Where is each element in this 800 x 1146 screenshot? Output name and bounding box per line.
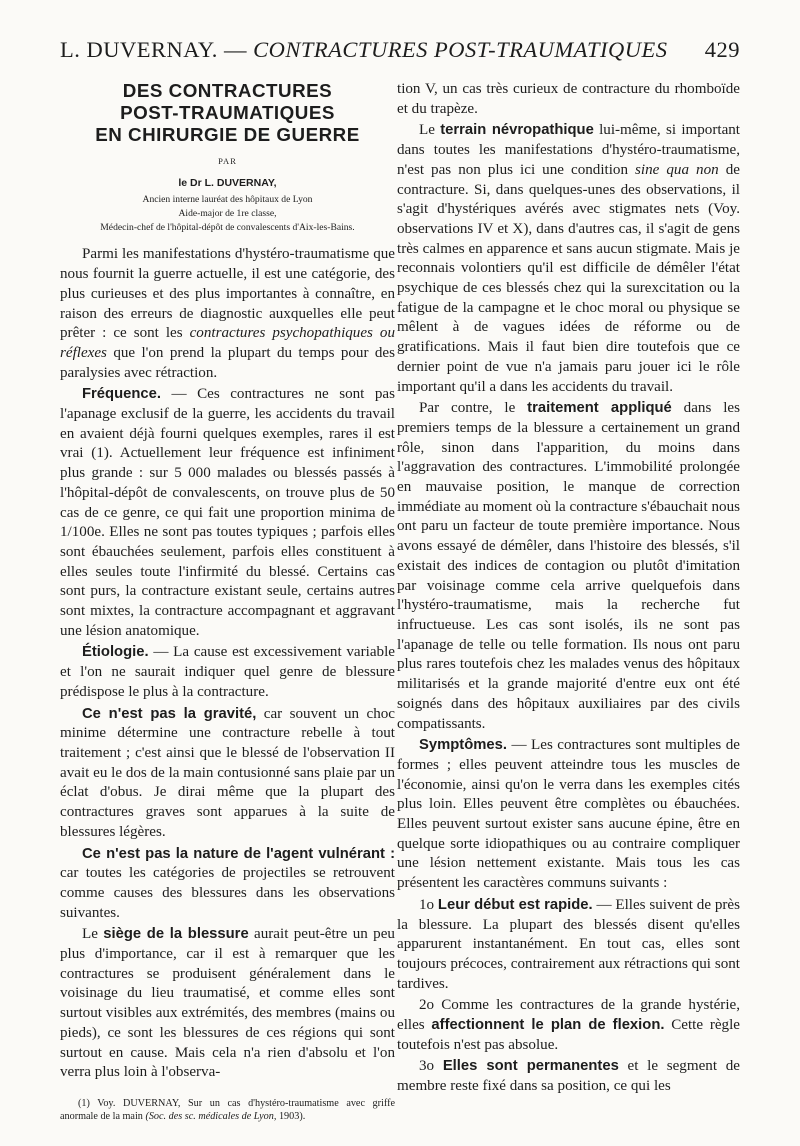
paragraph-frequence: Fréquence. — Ces contractures ne sont pas l'apanage exclusif de la guerre, les accidents du travail en avaient déjà fourni quelques exemples, rares il est vrai (1). Actuellement leur fréquence est infiniment plus grande : sur 5 000 malades ou blessés passés à l'hôpital-dépôt de convalescents, on trouve plus de 50 cas de ce genre, ce qui fait une proportion minima de 1/100e. Elles ne sont pas toutes typiques ; parfois elles sont ébauchées seulement, parfois elles constituent à elles seules toute l'infirmité du blessé. Certains cas sont purs, la contracture existant seule, certains autres sont mixtes, la contracture accompagnant et aggravant une lésion anatomique. (60, 386, 395, 639)
heading-point-2: affectionnent le plan de flexion. (431, 1017, 665, 1034)
paragraph-siege: Le siège de la blessure aurait peut-être un peu plus d'importance, car il est à remarquer que les contractures se produisent généralement dans le voisinage du lieu traumatisé, et comme elles sont surtout visibles aux extrémités, des membres (mains ou pieds), ce sont les blessures de ces régions qui sont surtout en cause. Mais cela n'a rien d'absolu et l'on verra plus loin à l'observa- (60, 926, 395, 1081)
paragraph-agent: Ce n'est pas la nature de l'agent vulnérant : car toutes les catégories de projectiles se retrouvent comme causes des blessures dans les observations suivantes. (60, 845, 395, 921)
credential-1: Ancien interne lauréat des hôpitaux de Lyon (142, 194, 313, 206)
paragraph-continuation: tion V, un cas très curieux de contracture du rhomboïde et du trapèze. (397, 81, 740, 117)
paragraph-point-2: 2o Comme les contractures de la grande hystérie, elles affectionnent le plan de flexion. Cette règle toutefois n'est pas absolue. (397, 997, 740, 1053)
credential-2: Aide-major de 1re classe, (178, 208, 277, 220)
paragraph-gravite: Ce n'est pas la gravité, car souvent un choc minime détermine une contracture rebelle à tout traitement ; c'est ainsi que le blessé de l'observation II avait eu le dos de la main contusionné sans plaie par un éclat d'obus. Je dirai même que la plupart des contractures graves sont apparues à la suite de blessures légères. (60, 705, 395, 840)
heading-frequence: Fréquence. (82, 386, 161, 403)
page-number: 429 (704, 37, 740, 62)
header-author: L. DUVERNAY. (60, 37, 218, 62)
paragraph-terrain: Le terrain névropathique lui-même, si important dans toutes les manifestations d'hystéro-traumatisme, n'est pas non plus ici une condition sine qua non de contracture. Si, dans quelques-unes des observations, il s'agit d'hystériques avérés avec stigmates nets (Voy. observations IV et X), dans d'autres cas, il s'agit de gens très calmes en apparence et sans aucun stigmate. Mais je reconnais volontiers qu'il est difficile de démêler l'état psychique de ces blessés chez qui la surexcitation ou la fatigue de la campagne et le choc moral ou physique se mêlent à de vagues idées de réforme ou de gratifications. Mais il faut bien dire toutefois que ce dernier point de vue n'a jamais paru jouer ici le rôle important qu'il a dans les accidents du travail. (397, 122, 741, 395)
heading-symptomes: Symptômes. (419, 737, 507, 754)
heading-etiologie: Étiologie. (82, 644, 149, 661)
heading-point-3: Elles sont permanentes (442, 1058, 619, 1075)
left-column (60, 80, 395, 1124)
paragraph-etiologie: Étiologie. — La cause est excessivement variable et l'on ne saurait indiquer quel genre de blessure prédispose le plus à la contracture. (60, 644, 395, 700)
paragraph-intro: Parmi les manifestations d'hystéro-traumatisme que nous fournit la guerre actuelle, il est une catégorie, des plus curieuses et des plus importantes à connaître, en raison des erreurs de diagnostic auxquelles elle peut prêter : ce sont les contractures psychopathiques ou réflexes que l'on prend la plupart du temps pour des paralysies avec rétraction. (60, 246, 395, 381)
header-title: CONTRACTURES POST-TRAUMATIQUES (253, 37, 668, 62)
heading-siege: siège de la blessure (103, 926, 249, 943)
heading-traitement: traitement appliqué (527, 400, 672, 417)
heading-terrain: terrain névropathique (440, 122, 594, 139)
heading-point-1: Leur début est rapide. (437, 896, 593, 913)
title-line-2: POST-TRAUMATIQUES (120, 102, 335, 123)
paragraph-point-3: 3o Elles sont permanentes et le segment de membre reste fixé dans sa position, ce qui les (397, 1058, 740, 1095)
credential-3: Médecin-chef de l'hôpital-dépôt de convalescents d'Aix-les-Bains. (100, 222, 355, 234)
by-line: PAR (218, 156, 237, 166)
running-head (60, 37, 740, 63)
heading-agent: Ce n'est pas la nature de l'agent vulnérant : (82, 845, 395, 862)
article-author: le Dr L. DUVERNAY, (178, 176, 277, 189)
footnote: (1) Voy. DUVERNAY, Sur un cas d'hystéro-traumatisme avec griffe anormale de la main (Soc. des sc. médicales de Lyon, 1903). (60, 1097, 395, 1123)
header-dash: — (224, 37, 248, 62)
paragraph-symptomes: Symptômes. — Les contractures sont multiples de formes ; elles peuvent atteindre tous les muscles de l'économie, ainsi qu'on le verra dans les exemples cités plus loin. Elles peuvent être complètes ou ébauchées. Elles peuvent surtout exister sans aucune épine, être en quelque sorte idiopathiques ou au contraire compliquer une lésion nettement existante. Mais tous les cas présentent les caractères communs suivants : (397, 737, 740, 892)
author-credentials (60, 193, 395, 235)
article-title (60, 80, 395, 146)
right-column (397, 80, 740, 1097)
title-line-1: DES CONTRACTURES (122, 80, 333, 101)
paragraph-point-1: 1o Leur début est rapide. — Elles suivent de près la blessure. La plupart des blessés disent qu'elles apparurent instantanément. En tout cas, elles sont toujours précoces, contrairement aux rétractions qui sont tardives. (397, 896, 740, 992)
heading-gravite: Ce n'est pas la gravité, (82, 705, 257, 722)
title-line-3: EN CHIRURGIE DE GUERRE (95, 124, 360, 145)
paragraph-traitement: Par contre, le traitement appliqué dans les premiers temps de la blessure a certainement un grand rôle, sinon dans l'apparition, du moins dans l'aggravation des contractures. L'immobilité prolongée en mauvaise position, le manque de correction immédiate au moment où la contracture s'ébauchait nous ont paru un facteur de toute première importance. Nous avons essayé de démêler, dans l'histoire des blessés, s'il existait des indices de contagion ou plutôt d'imitation par voisinage comme cela arrive quelquefois dans l'hystéro-traumatisme, mais la recherche fut infructueuse. Les cas sont isolés, ils ne sont pas l'apanage de telle ou telle formation. Ils nous ont paru plus rares toutefois chez les malades venus des hôpitaux militarisés et la grande majorité d'entre eux ont été soignés dans des hôpitaux auxiliaires par des civils compatissants. (397, 400, 740, 732)
